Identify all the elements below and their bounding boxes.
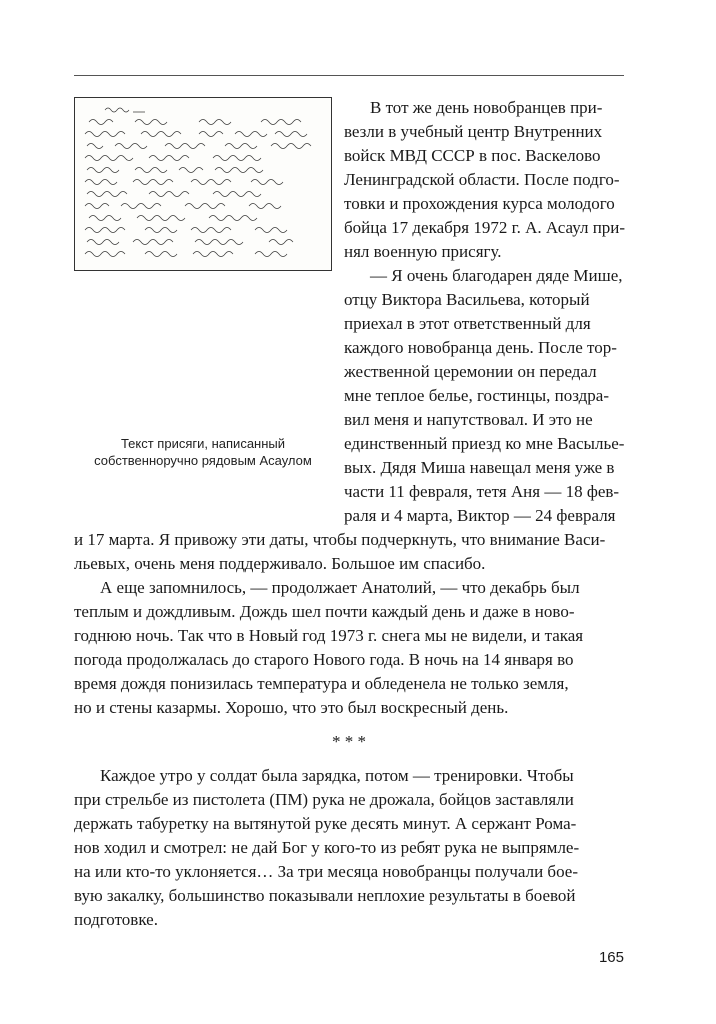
- body-line: отцу Виктора Васильева, который: [344, 290, 590, 309]
- body-line: части 11 февраля, тетя Аня — 18 фев-: [344, 482, 620, 501]
- body-line: льевых, очень меня поддерживало. Большое им спасибо.: [74, 554, 486, 573]
- body-line: годнюю ночь. Так что в Новый год 1973 г. снега мы не видели, и такая: [74, 626, 584, 645]
- body-line: жественной церемонии он передал: [344, 362, 597, 381]
- body-line: теплым и дождливым. Дождь шел почти каждый день и даже в ново-: [74, 602, 575, 621]
- body-line: каждого новобранца день. После тор-: [344, 338, 617, 357]
- body-line: нов ходил и смотрел: не дай Бог у кого-то из ребят рука не выпрямле-: [74, 838, 580, 857]
- body-line: единственный приезд ко мне Васылье-: [344, 434, 625, 453]
- body-line: вил меня и напутствовал. И это не: [344, 410, 593, 429]
- body-line: держать табуретку на вытянутой руке десять минут. А сержант Рома-: [74, 814, 577, 833]
- caption-line-1: Текст присяги, написанный: [120, 436, 286, 451]
- page-number: 165: [598, 949, 624, 966]
- body-line: вую закалку, большинство показывали неплохие результаты в боевой: [74, 886, 576, 905]
- body-line: мне теплое белье, гостинцы, поздра-: [344, 386, 609, 405]
- body-line: нял военную присягу.: [344, 242, 502, 261]
- body-line: при стрельбе из пистолета (ПМ) рука не дрожала, бойцов заставляли: [74, 790, 574, 809]
- body-line: Каждое утро у солдат была зарядка, потом — тренировки. Чтобы: [100, 766, 574, 785]
- body-line: раля и 4 марта, Виктор — 24 февраля: [344, 506, 616, 525]
- header-rule: [74, 75, 624, 76]
- section-separator: * * *: [332, 732, 366, 751]
- body-line: бойца 17 декабря 1972 г. А. Асаул при-: [344, 218, 626, 237]
- oath-handwritten-image: [74, 97, 332, 271]
- body-line: — Я очень благодарен дяде Мише,: [370, 266, 623, 285]
- body-line: везли в учебный центр Внутренних: [344, 122, 603, 141]
- body-line: А еще запомнилось, — продолжает Анатолий, — что декабрь был: [100, 578, 580, 597]
- body-line: вых. Дядя Миша навещал меня уже в: [344, 458, 615, 477]
- body-line: и 17 марта. Я привожу эти даты, чтобы подчеркнуть, что внимание Васи-: [74, 530, 606, 549]
- figure-caption: [74, 435, 332, 469]
- body-line: погода продолжалась до старого Нового года. В ночь на 14 января во: [74, 650, 574, 669]
- body-line: В тот же день новобранцев при-: [370, 98, 603, 117]
- body-line: войск МВД СССР в пос. Васкелово: [344, 146, 601, 165]
- body-line: на или кто-то уклоняется… За три месяца новобранцы получали бое-: [74, 862, 578, 881]
- body-line: товки и прохождения курса молодого: [344, 194, 615, 213]
- body-line: время дождя понизилась температура и обледенела не только земля,: [74, 674, 569, 693]
- body-line: Ленинградской области. После подго-: [344, 170, 620, 189]
- handwriting-scan: [75, 98, 331, 270]
- body-line: но и стены казармы. Хорошо, что это был воскресный день.: [74, 698, 509, 717]
- body-line: приехал в этот ответственный для: [344, 314, 591, 333]
- body-line: подготовке.: [74, 910, 158, 929]
- caption-line-2: собственноручно рядовым Асаулом: [94, 453, 312, 468]
